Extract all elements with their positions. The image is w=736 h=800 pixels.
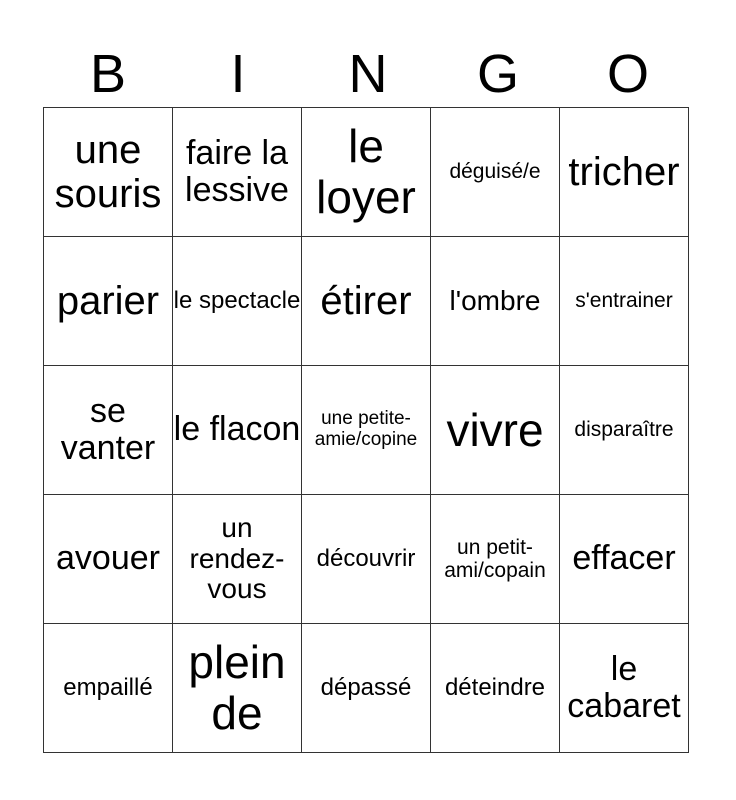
bingo-cell: étirer — [302, 237, 431, 366]
bingo-cell: disparaître — [560, 366, 689, 495]
bingo-cell: avouer — [44, 495, 173, 624]
bingo-header — [43, 40, 693, 108]
bingo-cell: empaillé — [44, 624, 173, 753]
grid-row — [44, 108, 689, 237]
bingo-cell: effacer — [560, 495, 689, 624]
header-letter-o: O — [606, 44, 649, 104]
grid-row — [44, 237, 689, 366]
bingo-cell: l'ombre — [431, 237, 560, 366]
bingo-cell: un petit-ami/copain — [431, 495, 560, 624]
bingo-cell: parier — [44, 237, 173, 366]
bingo-grid — [43, 107, 689, 753]
bingo-cell: tricher — [560, 108, 689, 237]
bingo-cell: plein de — [173, 624, 302, 753]
header-letter-i: I — [230, 44, 246, 104]
bingo-cell: vivre — [431, 366, 560, 495]
bingo-cell: s'entrainer — [560, 237, 689, 366]
bingo-cell: le spectacle — [173, 237, 302, 366]
bingo-cell: le cabaret — [560, 624, 689, 753]
header-letter-b: B — [89, 44, 127, 104]
grid-row — [44, 366, 689, 495]
bingo-cell: une souris — [44, 108, 173, 237]
bingo-cell: déteindre — [431, 624, 560, 753]
grid-row — [44, 624, 689, 753]
bingo-cell: se vanter — [44, 366, 173, 495]
header-letter-g: G — [476, 44, 519, 104]
bingo-cell: une petite-amie/copine — [302, 366, 431, 495]
bingo-cell: dépassé — [302, 624, 431, 753]
bingo-cell: découvrir — [302, 495, 431, 624]
bingo-cell: un rendez-vous — [173, 495, 302, 624]
bingo-cell: déguisé/e — [431, 108, 560, 237]
grid-row — [44, 495, 689, 624]
header-letter-n: N — [348, 44, 388, 104]
bingo-cell: le loyer — [302, 108, 431, 237]
bingo-cell: le flacon — [173, 366, 302, 495]
bingo-cell: faire la lessive — [173, 108, 302, 237]
